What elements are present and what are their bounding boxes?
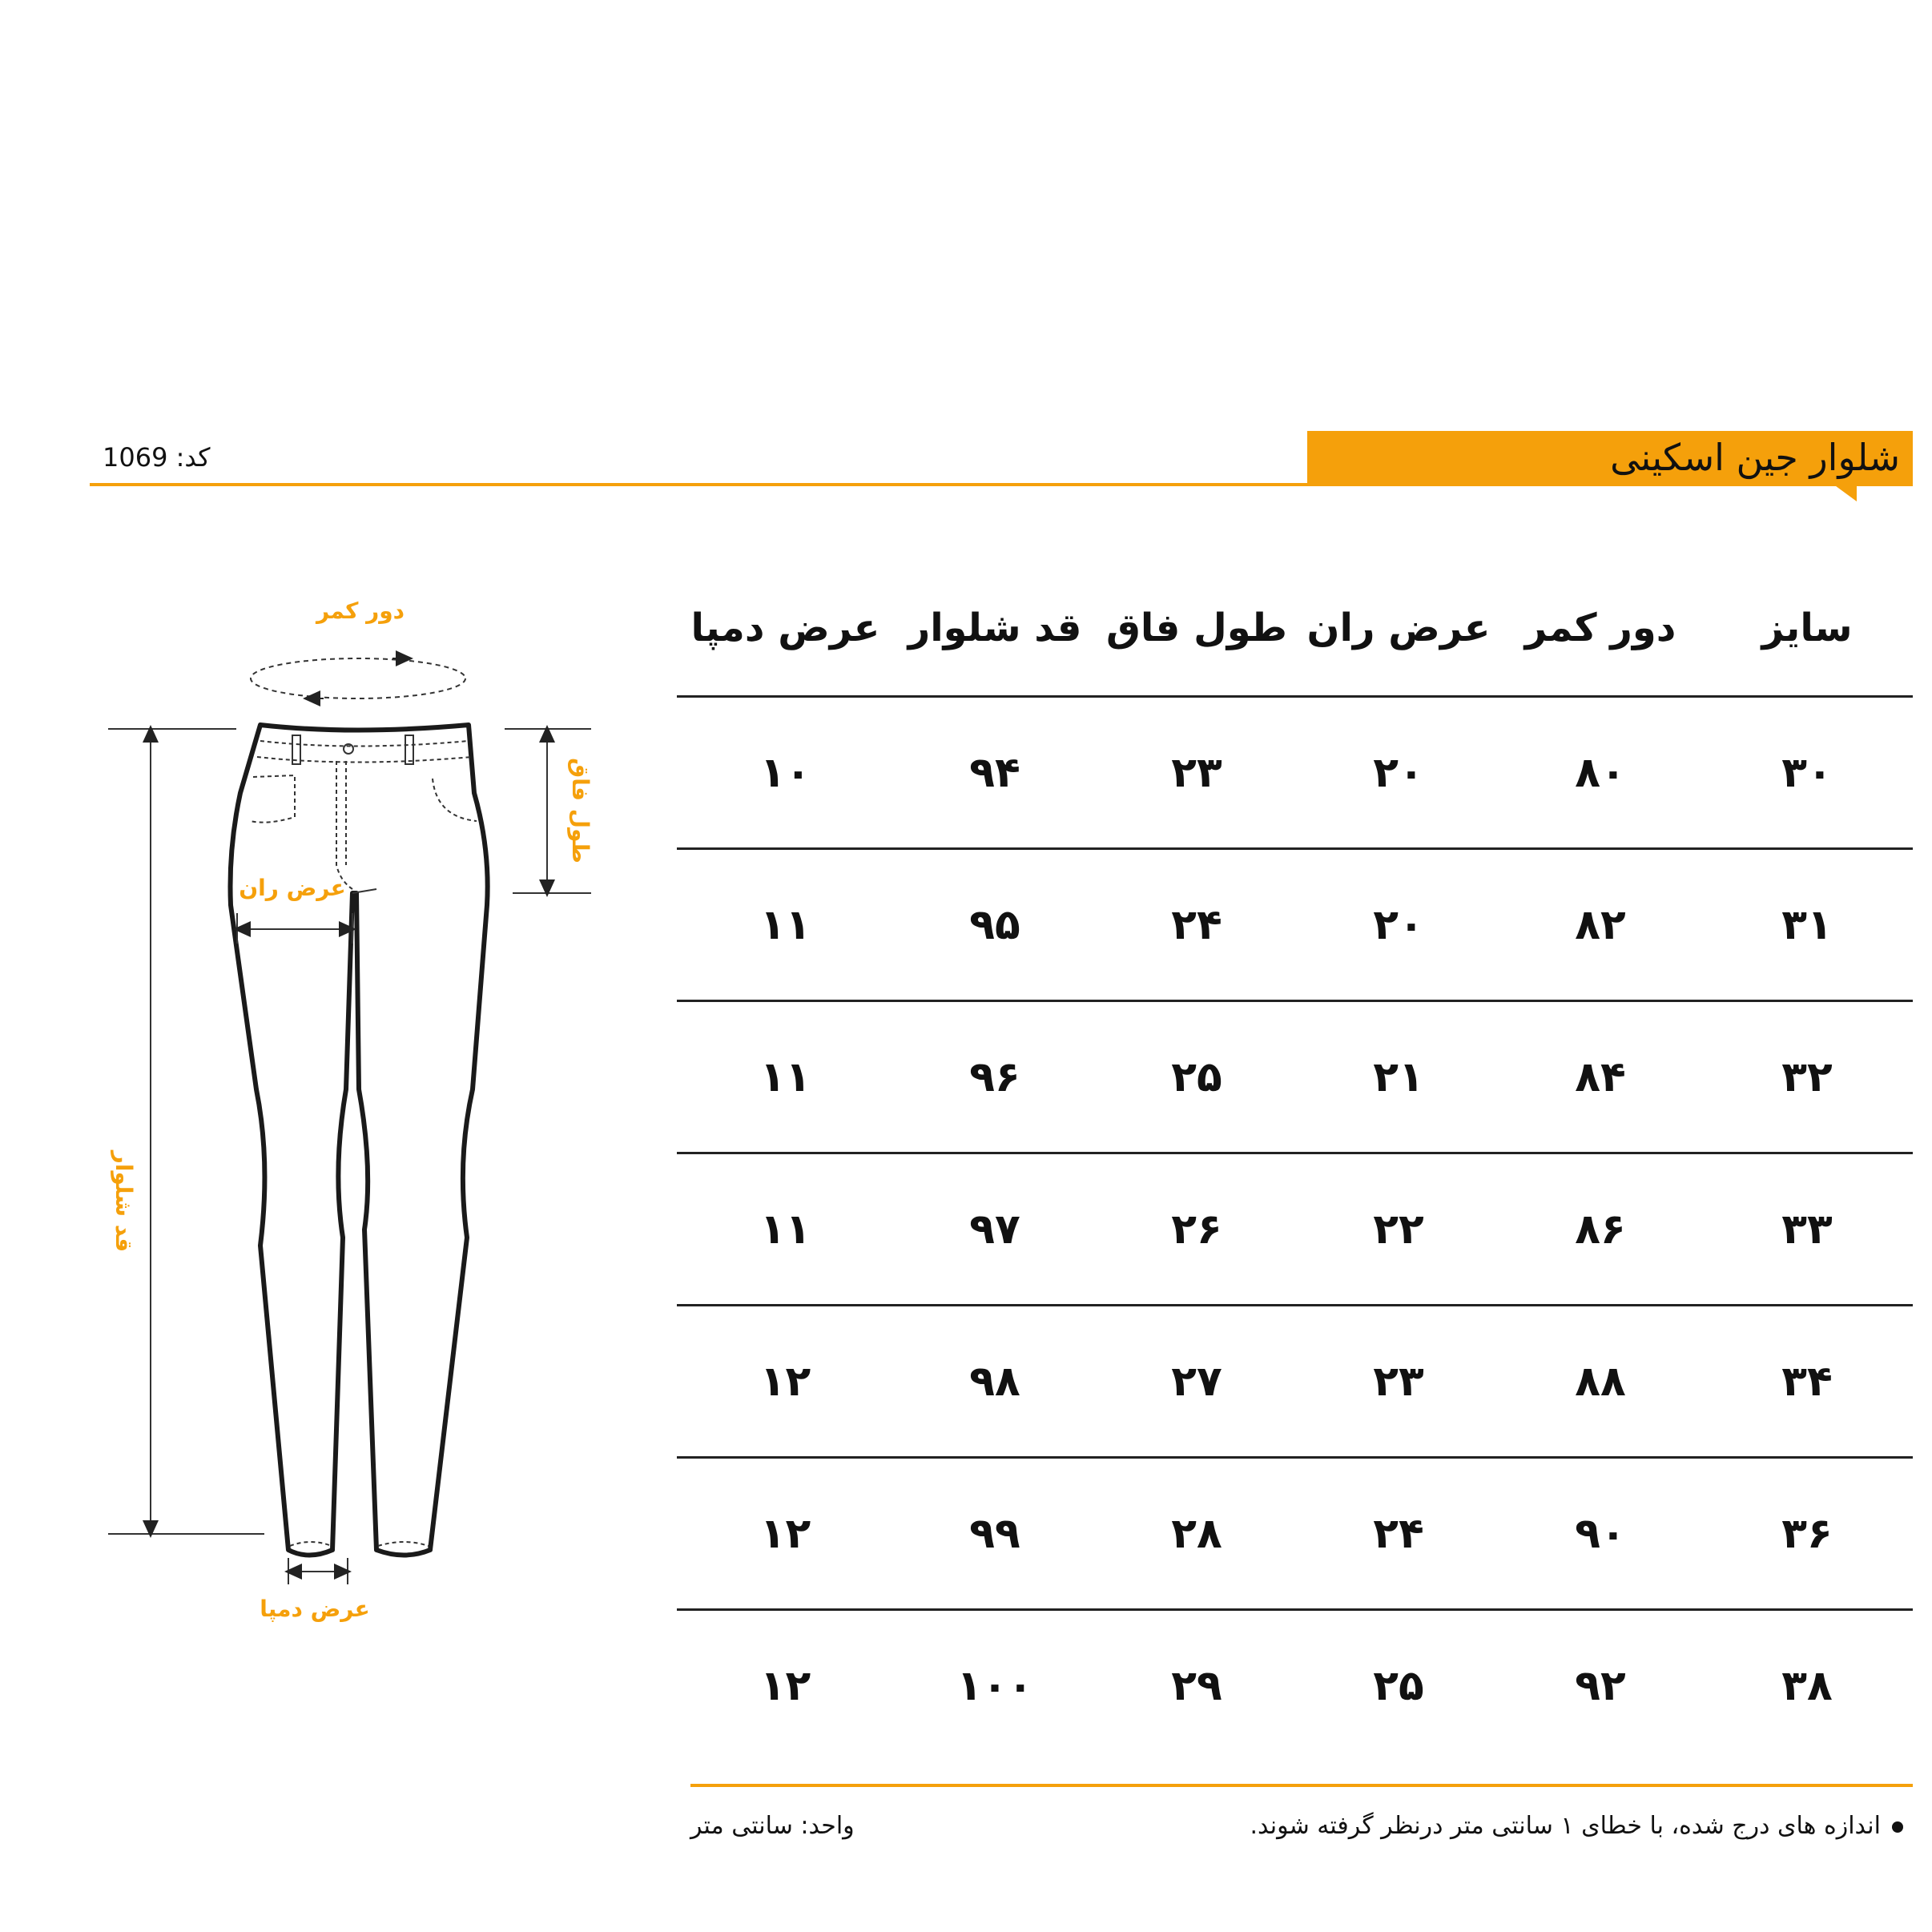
table-cell: ۸۶ (1499, 1153, 1701, 1306)
column-header-length: قد شلوار (894, 561, 1096, 697)
bullet-icon (1892, 1821, 1903, 1833)
table-cell: ۳۱ (1701, 849, 1913, 1001)
table-cell: ۱۰۰ (956, 1661, 1033, 1710)
table-cell: ۲۴ (1096, 849, 1298, 1001)
table-cell: ۹۹ (894, 1458, 1096, 1610)
table-row (677, 697, 1913, 849)
table-cell: ۹۲ (1575, 1661, 1626, 1710)
table-cell: ۸۰ (1499, 697, 1701, 849)
tolerance-note-text: اندازه های درج شده، با خطای ۱ سانتی متر درنظر گرفته شوند. (1250, 1812, 1881, 1840)
table-cell: ۹۷ (894, 1153, 1096, 1306)
table-cell: ۹۵ (894, 849, 1096, 1001)
table-cell: ۱۰ (677, 697, 894, 849)
page-title: شلوار جین اسکینی (1610, 436, 1900, 479)
table-cell: ۸۸ (1499, 1306, 1701, 1458)
table-row (677, 849, 1913, 1001)
footer-divider (690, 1784, 1913, 1787)
jeans-outline-icon (231, 725, 488, 1556)
table-cell: ۲۳ (1298, 1306, 1499, 1458)
table-cell: ۲۱ (1298, 1001, 1499, 1153)
table-cell: ۲۰ (1298, 697, 1499, 849)
table-cell: ۲۴ (1298, 1458, 1499, 1610)
table-cell: ۲۰ (1298, 849, 1499, 1001)
pants-diagram (0, 0, 657, 1682)
waist-measure-ellipse (251, 658, 465, 698)
column-header-size: سایز (1701, 561, 1913, 697)
table-cell: ۳۲ (1701, 1001, 1913, 1153)
table-cell: ۹۴ (894, 697, 1096, 849)
table-cell: ۳۸ (1781, 1661, 1833, 1710)
table-cell: ۲۸ (1096, 1458, 1298, 1610)
waist-label: دور کمر (316, 598, 405, 624)
table-cell: ۱۱ (677, 1153, 894, 1306)
table-cell: ۲۶ (1096, 1153, 1298, 1306)
table-cell: ۱۲ (759, 1661, 811, 1710)
table-row (677, 1458, 1913, 1610)
table-row (677, 1153, 1913, 1306)
thigh-label: عرض ران (239, 875, 346, 901)
table-cell: ۹۸ (894, 1306, 1096, 1458)
table-cell: ۱۲ (677, 1458, 894, 1610)
table-cell: ۹۰ (1499, 1458, 1701, 1610)
rise-label: طول فاق (567, 758, 594, 863)
title-banner-notch (1833, 484, 1857, 501)
column-header-hem: عرض دمپا (677, 561, 894, 697)
table-cell: ۲۹ (1171, 1661, 1222, 1710)
table-cell: ۸۲ (1499, 849, 1701, 1001)
unit-label: واحد: سانتی متر (690, 1812, 855, 1840)
hem-label: عرض دمپا (260, 1596, 370, 1622)
table-row (677, 1001, 1913, 1153)
table-cell: ۱۲ (677, 1306, 894, 1458)
table-cell: ۲۳ (1096, 697, 1298, 849)
product-code: کد: 1069 (103, 442, 211, 473)
table-cell: ۸۴ (1499, 1001, 1701, 1153)
table-header-row (677, 561, 1913, 697)
table-cell: ۳۳ (1701, 1153, 1913, 1306)
table-row (677, 1306, 1913, 1458)
size-table (677, 561, 1913, 1761)
table-row (677, 1610, 1913, 1761)
table-cell: ۹۶ (894, 1001, 1096, 1153)
table-cell: ۱۱ (677, 849, 894, 1001)
length-label: قد شلوار (111, 1150, 137, 1253)
column-header-rise: طول فاق (1096, 561, 1298, 697)
table-cell: ۲۵ (1373, 1661, 1424, 1710)
table-cell: ۲۷ (1096, 1306, 1298, 1458)
table-cell: ۲۲ (1298, 1153, 1499, 1306)
tolerance-note (1250, 1812, 1903, 1840)
table-cell: ۳۶ (1701, 1458, 1913, 1610)
column-header-waist: دور کمر (1499, 561, 1701, 697)
table-cell: ۳۴ (1701, 1306, 1913, 1458)
column-header-thigh: عرض ران (1298, 561, 1499, 697)
table-cell: ۲۵ (1096, 1001, 1298, 1153)
table-cell: ۱۱ (677, 1001, 894, 1153)
table-cell: ۳۰ (1701, 697, 1913, 849)
